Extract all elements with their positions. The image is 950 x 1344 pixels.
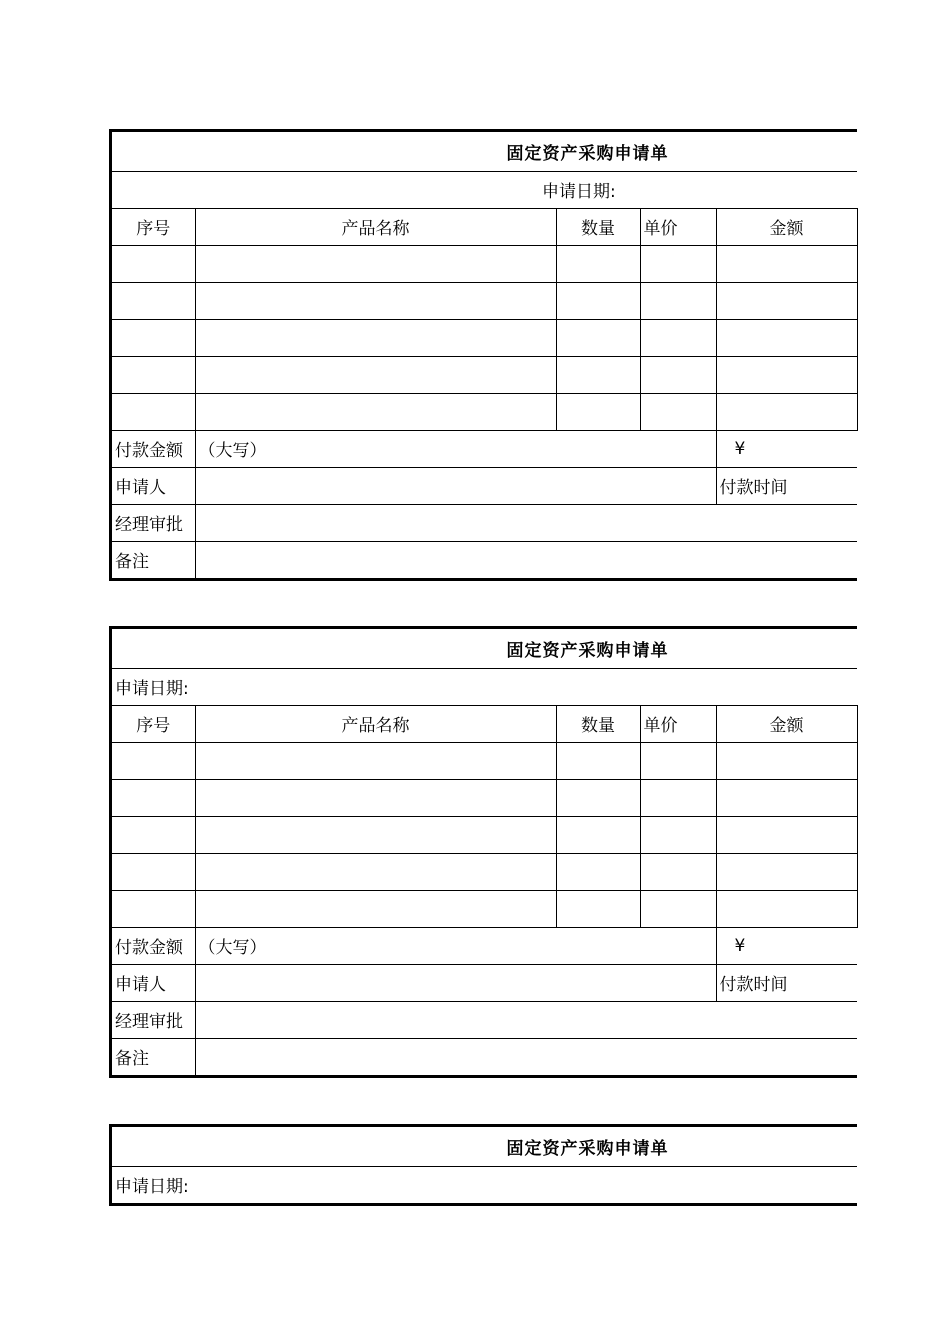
- application-date-label: 申请日期:: [112, 171, 857, 208]
- manager-approval-row: [112, 1001, 857, 1038]
- amount-cell[interactable]: [716, 853, 857, 890]
- remark-field[interactable]: [195, 541, 857, 578]
- manager-approval-label: 经理审批: [112, 504, 195, 541]
- table-row: [112, 282, 857, 319]
- qty-cell[interactable]: [556, 890, 640, 927]
- qty-cell[interactable]: [556, 319, 640, 356]
- amount-cell[interactable]: [716, 393, 857, 430]
- remark-label: 备注: [112, 541, 195, 578]
- qty-cell[interactable]: [556, 742, 640, 779]
- qty-cell[interactable]: [556, 356, 640, 393]
- header-quantity: 数量: [556, 208, 640, 245]
- applicant-label: 申请人: [112, 964, 195, 1001]
- header-product-name: 产品名称: [195, 208, 556, 245]
- purchase-form-table: [112, 1127, 857, 1203]
- applicant-label: 申请人: [112, 467, 195, 504]
- manager-approval-field[interactable]: [195, 504, 857, 541]
- seq-cell[interactable]: [112, 742, 195, 779]
- table-header-row: [112, 208, 857, 245]
- price-cell[interactable]: [640, 245, 716, 282]
- header-unit-price: 单价: [640, 208, 716, 245]
- manager-approval-row: [112, 504, 857, 541]
- table-row: [112, 356, 857, 393]
- header-seq: 序号: [112, 705, 195, 742]
- seq-cell[interactable]: [112, 853, 195, 890]
- uppercase-amount-field[interactable]: （大写）: [195, 430, 716, 467]
- amount-cell[interactable]: [716, 282, 857, 319]
- applicant-row: [112, 467, 857, 504]
- price-cell[interactable]: [640, 816, 716, 853]
- header-unit-price: 单价: [640, 705, 716, 742]
- payment-amount-label: 付款金额: [112, 430, 195, 467]
- form-title: 固定资产采购申请单: [112, 1127, 857, 1166]
- table-row: [112, 853, 857, 890]
- product-cell[interactable]: [195, 393, 556, 430]
- product-cell[interactable]: [195, 779, 556, 816]
- amount-cell[interactable]: [716, 356, 857, 393]
- amount-cell[interactable]: [716, 319, 857, 356]
- product-cell[interactable]: [195, 853, 556, 890]
- price-cell[interactable]: [640, 853, 716, 890]
- payment-amount-row: [112, 430, 857, 467]
- price-cell[interactable]: [640, 742, 716, 779]
- qty-cell[interactable]: [556, 245, 640, 282]
- price-cell[interactable]: [640, 282, 716, 319]
- purchase-form-3: [109, 1124, 857, 1206]
- product-cell[interactable]: [195, 319, 556, 356]
- table-row: [112, 779, 857, 816]
- price-cell[interactable]: [640, 319, 716, 356]
- price-cell[interactable]: [640, 890, 716, 927]
- seq-cell[interactable]: [112, 245, 195, 282]
- payment-time-label[interactable]: 付款时间: [716, 964, 857, 1001]
- applicant-field[interactable]: [195, 964, 716, 1001]
- table-header-row: [112, 705, 857, 742]
- purchase-form-1: [109, 129, 857, 581]
- payment-time-label[interactable]: 付款时间: [716, 467, 857, 504]
- qty-cell[interactable]: [556, 779, 640, 816]
- price-cell[interactable]: [640, 779, 716, 816]
- purchase-form-table: [112, 629, 858, 1075]
- table-row: [112, 319, 857, 356]
- table-row: [112, 816, 857, 853]
- header-product-name: 产品名称: [195, 705, 556, 742]
- product-cell[interactable]: [195, 245, 556, 282]
- seq-cell[interactable]: [112, 319, 195, 356]
- remark-label: 备注: [112, 1038, 195, 1075]
- manager-approval-field[interactable]: [195, 1001, 857, 1038]
- applicant-row: [112, 964, 857, 1001]
- seq-cell[interactable]: [112, 356, 195, 393]
- purchase-form-2: [109, 626, 857, 1078]
- qty-cell[interactable]: [556, 853, 640, 890]
- table-row: [112, 742, 857, 779]
- remark-field[interactable]: [195, 1038, 857, 1075]
- uppercase-amount-field[interactable]: （大写）: [195, 927, 716, 964]
- table-row: [112, 890, 857, 927]
- header-seq: 序号: [112, 208, 195, 245]
- application-date-label: 申请日期:: [112, 668, 857, 705]
- form-title: 固定资产采购申请单: [112, 132, 857, 171]
- remark-row: [112, 541, 857, 578]
- applicant-field[interactable]: [195, 467, 716, 504]
- header-quantity: 数量: [556, 705, 640, 742]
- seq-cell[interactable]: [112, 779, 195, 816]
- payment-amount-label: 付款金额: [112, 927, 195, 964]
- seq-cell[interactable]: [112, 816, 195, 853]
- seq-cell[interactable]: [112, 282, 195, 319]
- product-cell[interactable]: [195, 356, 556, 393]
- qty-cell[interactable]: [556, 816, 640, 853]
- amount-cell[interactable]: [716, 779, 857, 816]
- manager-approval-label: 经理审批: [112, 1001, 195, 1038]
- purchase-form-table: [112, 132, 858, 578]
- amount-cell[interactable]: [716, 890, 857, 927]
- form-title: 固定资产采购申请单: [112, 629, 857, 668]
- price-cell[interactable]: [640, 393, 716, 430]
- amount-cell[interactable]: [716, 816, 857, 853]
- seq-cell[interactable]: [112, 890, 195, 927]
- product-cell[interactable]: [195, 890, 556, 927]
- amount-cell[interactable]: [716, 245, 857, 282]
- product-cell[interactable]: [195, 282, 556, 319]
- amount-cell[interactable]: [716, 742, 857, 779]
- qty-cell[interactable]: [556, 393, 640, 430]
- payment-amount-row: [112, 927, 857, 964]
- remark-row: [112, 1038, 857, 1075]
- table-row: [112, 393, 857, 430]
- header-amount: 金额: [716, 208, 857, 245]
- seq-cell[interactable]: [112, 393, 195, 430]
- qty-cell[interactable]: [556, 282, 640, 319]
- product-cell[interactable]: [195, 816, 556, 853]
- product-cell[interactable]: [195, 742, 556, 779]
- yen-amount-field[interactable]: ¥: [716, 927, 857, 964]
- yen-amount-field[interactable]: ¥: [716, 430, 857, 467]
- price-cell[interactable]: [640, 356, 716, 393]
- application-date-label: 申请日期:: [115, 1177, 189, 1198]
- header-amount: 金额: [716, 705, 857, 742]
- table-row: [112, 245, 857, 282]
